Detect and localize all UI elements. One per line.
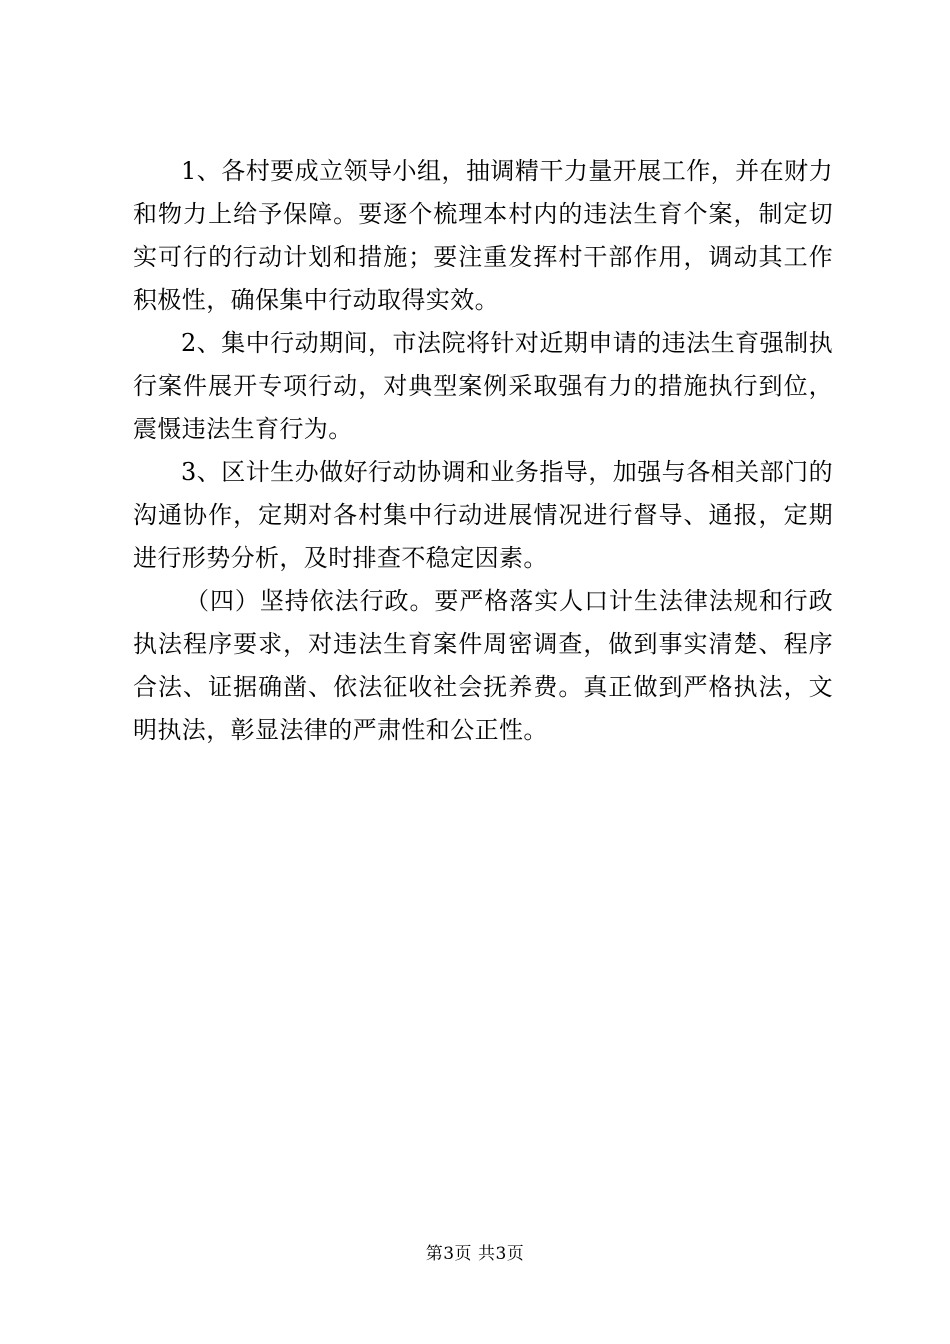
paragraph-item-2: 2、集中行动期间，市法院将针对近期申请的违法生育强制执行案件展开专项行动，对典型案例采取强有力的措施执行到位，震慑违法生育行为。 xyxy=(133,329,833,443)
paragraph-item-3: 3、区计生办做好行动协调和业务指导，加强与各相关部门的沟通协作，定期对各村集中行动进展情况进行督导、通报，定期进行形势分析，及时排查不稳定因素。 xyxy=(133,458,833,572)
document-body xyxy=(133,150,833,752)
paragraph-item-1: 1、各村要成立领导小组，抽调精干力量开展工作，并在财力和物力上给予保障。要逐个梳理本村内的违法生育个案，制定切实可行的行动计划和措施；要注重发挥村干部作用，调动其工作积极性，确保集中行动取得实效。 xyxy=(133,157,833,314)
page-footer: 第3页 共3页 xyxy=(425,1244,525,1264)
paragraph-section-4: （四）坚持依法行政。要严格落实人口计生法律法规和行政执法程序要求，对违法生育案件周密调查，做到事实清楚、程序合法、证据确凿、依法征收社会抚养费。真正做到严格执法，文明执法，彰显法律的严肃性和公正性。 xyxy=(133,587,833,744)
